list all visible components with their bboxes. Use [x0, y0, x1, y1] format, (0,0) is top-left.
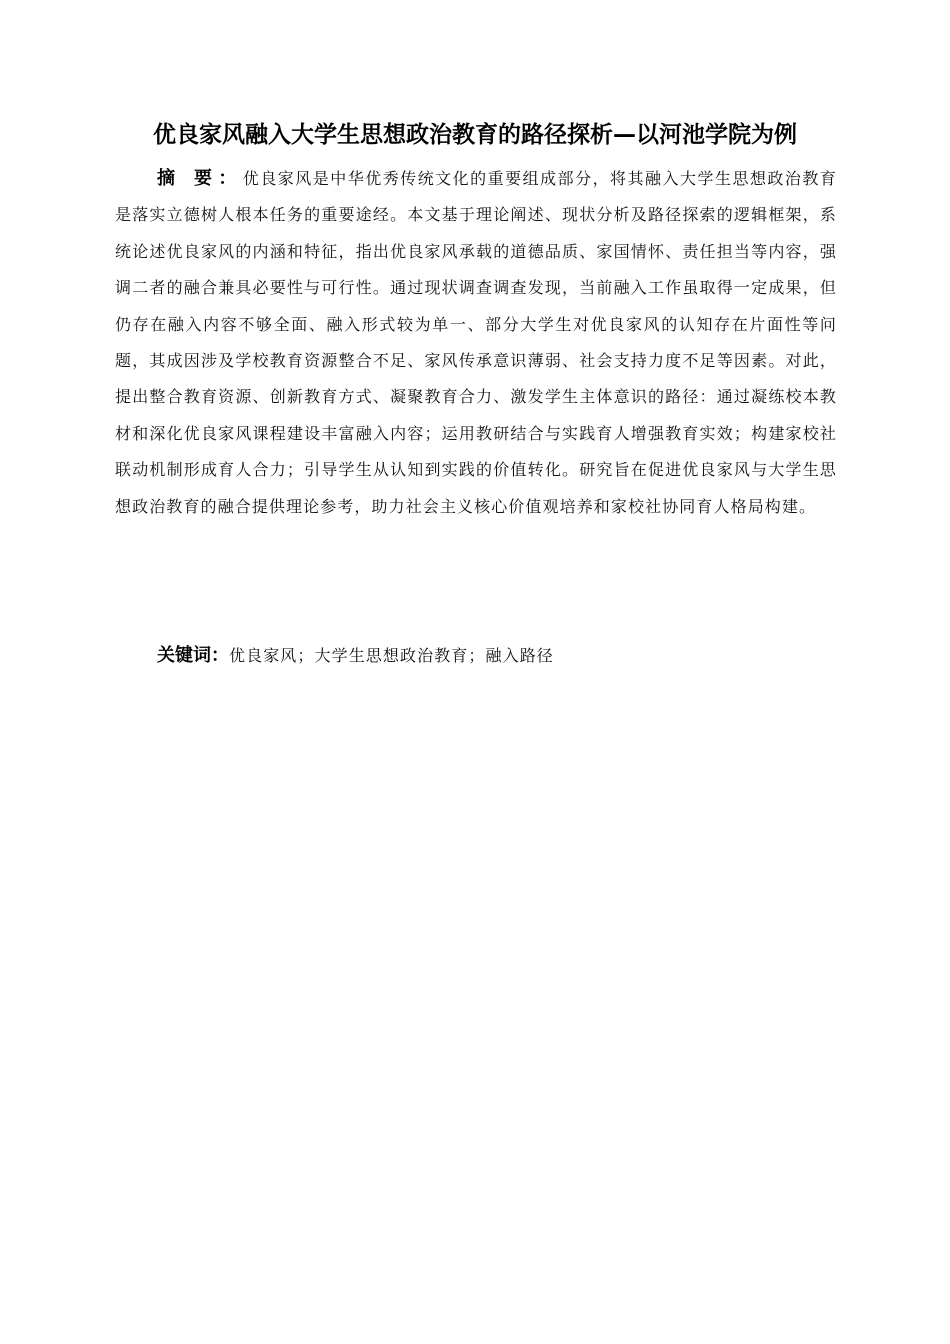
keywords-text: 优良家风；大学生思想政治教育；融入路径 [229, 646, 554, 665]
abstract-text: 优良家风是中华优秀传统文化的重要组成部分，将其融入大学生思想政治教育是落实立德树人根本任务的重要途经。本文基于理论阐述、现状分析及路径探索的逻辑框架，系统论述优良家风的内涵和特征，指出优良家风承载的道德品质、家国情怀、责任担当等内容，强调二者的融合兼具必要性与可行性。通过现状调查调查发现，当前融入工作虽取得一定成果，但仍存在融入内容不够全面、融入形式较为单一、部分大学生对优良家风的认知存在片面性等问题，其成因涉及学校教育资源整合不足、家风传承意识薄弱、社会支持力度不足等因素。对此，提出整合教育资源、创新教育方式、凝聚教育合力、激发学生主体意识的路径：通过凝练校本教材和深化优良家风课程建设丰富融入内容；运用教研结合与实践育人增强教育实效；构建家校社联动机制形成育人合力；引导学生从认知到实践的价值转化。研究旨在促进优良家风与大学生思想政治教育的融合提供理论参考，助力社会主义核心价值观培养和家校社协同育人格局构建。 [115, 169, 837, 516]
abstract-label: 摘 要： [157, 168, 243, 189]
paper-title: 优良家风融入大学生思想政治教育的路径探析—以河池学院为例 [153, 122, 797, 148]
keywords-label: 关键词： [157, 645, 229, 666]
keywords-line [157, 639, 837, 673]
abstract-paragraph [115, 161, 837, 525]
